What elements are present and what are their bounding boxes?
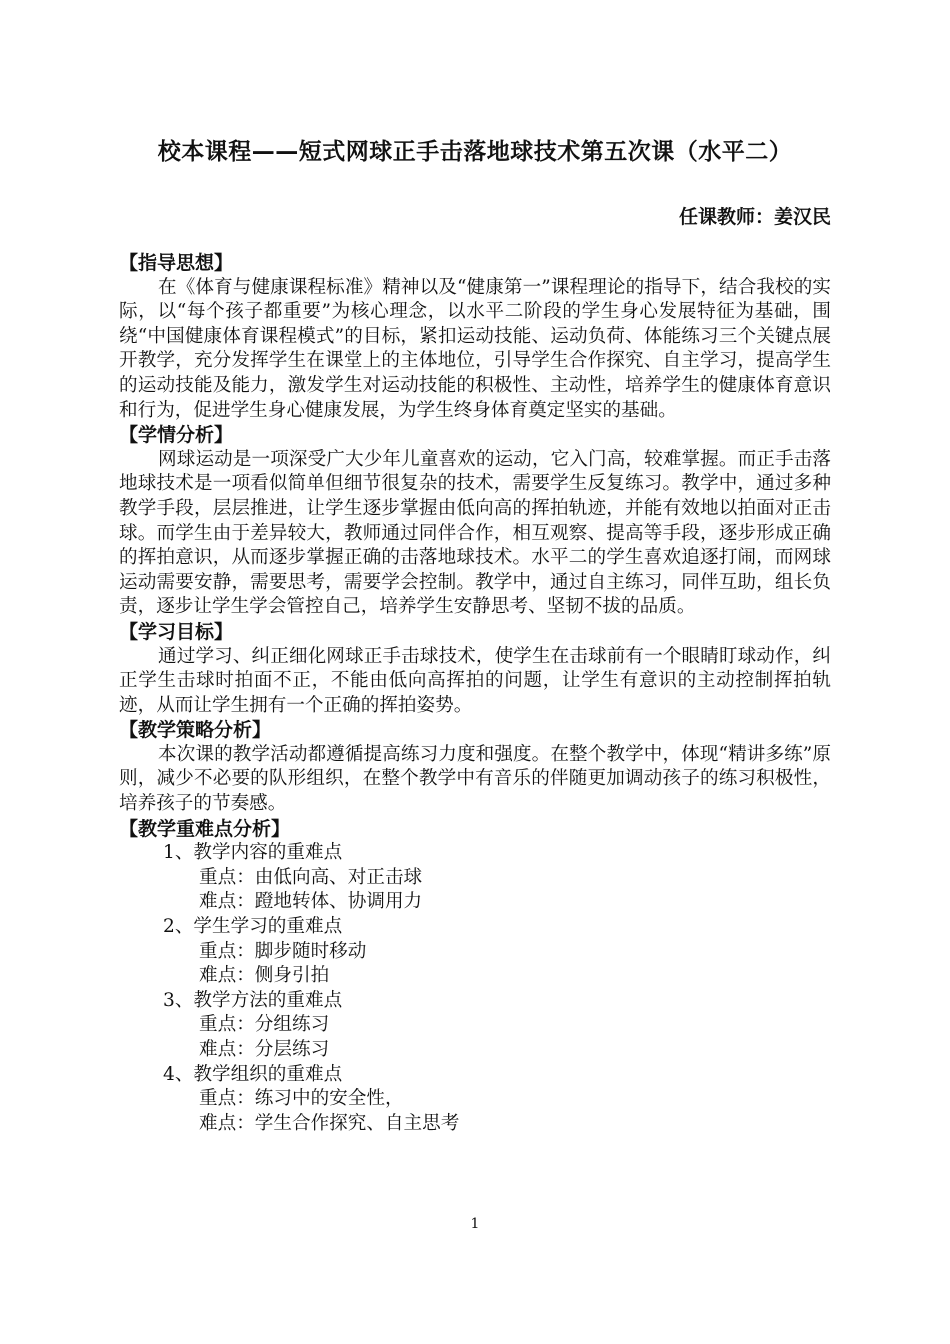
list-item-title: 2、学生学习的重难点 — [163, 916, 343, 938]
document-title: 校本课程——短式网球正手击落地球技术第五次课（水平二） — [157, 139, 793, 165]
section-heading: 【学情分析】 — [119, 424, 234, 447]
section-paragraph: 通过学习、纠正细化网球正手击球技术，使学生在击球前有一个眼睛盯球动作，纠正学生击球时拍面不正，不能由低向高挥拍的问题，让学生有意识的主动控制挥拍轨迹，从而让学生拥有一个正确的挥拍姿势。 — [119, 645, 831, 716]
section-heading: 【教学策略分析】 — [119, 719, 272, 742]
difficult-point: 难点：蹬地转体、协调用力 — [199, 891, 423, 913]
list-item-title: 3、教学方法的重难点 — [163, 989, 343, 1011]
section-learner-analysis — [119, 423, 831, 620]
section-guiding-thought — [119, 251, 831, 423]
section-key-difficult-points — [119, 817, 831, 1137]
key-point: 重点：分组练习 — [199, 1014, 330, 1036]
section-learning-goals — [119, 620, 831, 718]
key-point: 重点：脚步随时移动 — [199, 940, 367, 962]
difficult-point: 难点：学生合作探究、自主思考 — [199, 1112, 460, 1134]
section-heading: 【学习目标】 — [119, 620, 234, 643]
section-paragraph: 在《体育与健康课程标准》精神以及“健康第一”课程理论的指导下，结合我校的实际，以“每个孩子都重要”为核心理念，以水平二阶段的学生身心发展特征为基础，围绕“中国健康体育课程模式”的目标，紧扣运动技能、运动负荷、体能练习三个关键点展开教学，充分发挥学生在课堂上的主体地位，引导学生合作探究、自主学习，提高学生的运动技能及能力，激发学生对运动技能的积极性、主动性，培养学生的健康体育意识和行为，促进学生身心健康发展，为学生终身体育奠定坚实的基础。 — [119, 276, 831, 421]
list-item-title: 1、教学内容的重难点 — [163, 842, 343, 864]
section-paragraph: 网球运动是一项深受广大少年儿童喜欢的运动，它入门高，较难掌握。而正手击落地球技术是一项看似简单但细节很复杂的技术，需要学生反复练习。教学中，通过多种教学手段，层层推进，让学生逐步掌握由低向高的挥拍轨迹，并能有效地以拍面对正击球。而学生由于差异较大，教师通过同伴合作，相互观察、提高等手段，逐步形成正确的挥拍意识，从而逐步掌握正确的击落地球技术。水平二的学生喜欢追逐打闹，而网球运动需要安静，需要思考，需要学会控制。教学中，通过自主练习，同伴互助，组长负责，逐步让学生学会管控自己，培养学生安静思考、坚韧不拔的品质。 — [119, 448, 831, 618]
section-paragraph: 本次课的教学活动都遵循提高练习力度和强度。在整个教学中，体现“精讲多练”原则，减少不必要的队形组织，在整个教学中有音乐的伴随更加调动孩子的练习积极性，培养孩子的节奏感。 — [119, 743, 831, 815]
page-number: 1 — [470, 1216, 480, 1232]
difficult-point: 难点：侧身引拍 — [199, 965, 330, 987]
section-teaching-strategy — [119, 718, 831, 816]
section-heading: 【教学重难点分析】 — [119, 817, 291, 840]
difficult-point: 难点：分层练习 — [199, 1039, 330, 1060]
list-item-title: 4、教学组织的重难点 — [163, 1063, 343, 1085]
key-point: 重点：由低向高、对正击球 — [199, 866, 423, 888]
teacher-name: 任课教师：姜汉民 — [678, 206, 831, 228]
key-point: 重点：练习中的安全性， — [199, 1088, 404, 1110]
document-body — [119, 251, 831, 1136]
section-heading: 【指导思想】 — [119, 252, 234, 274]
